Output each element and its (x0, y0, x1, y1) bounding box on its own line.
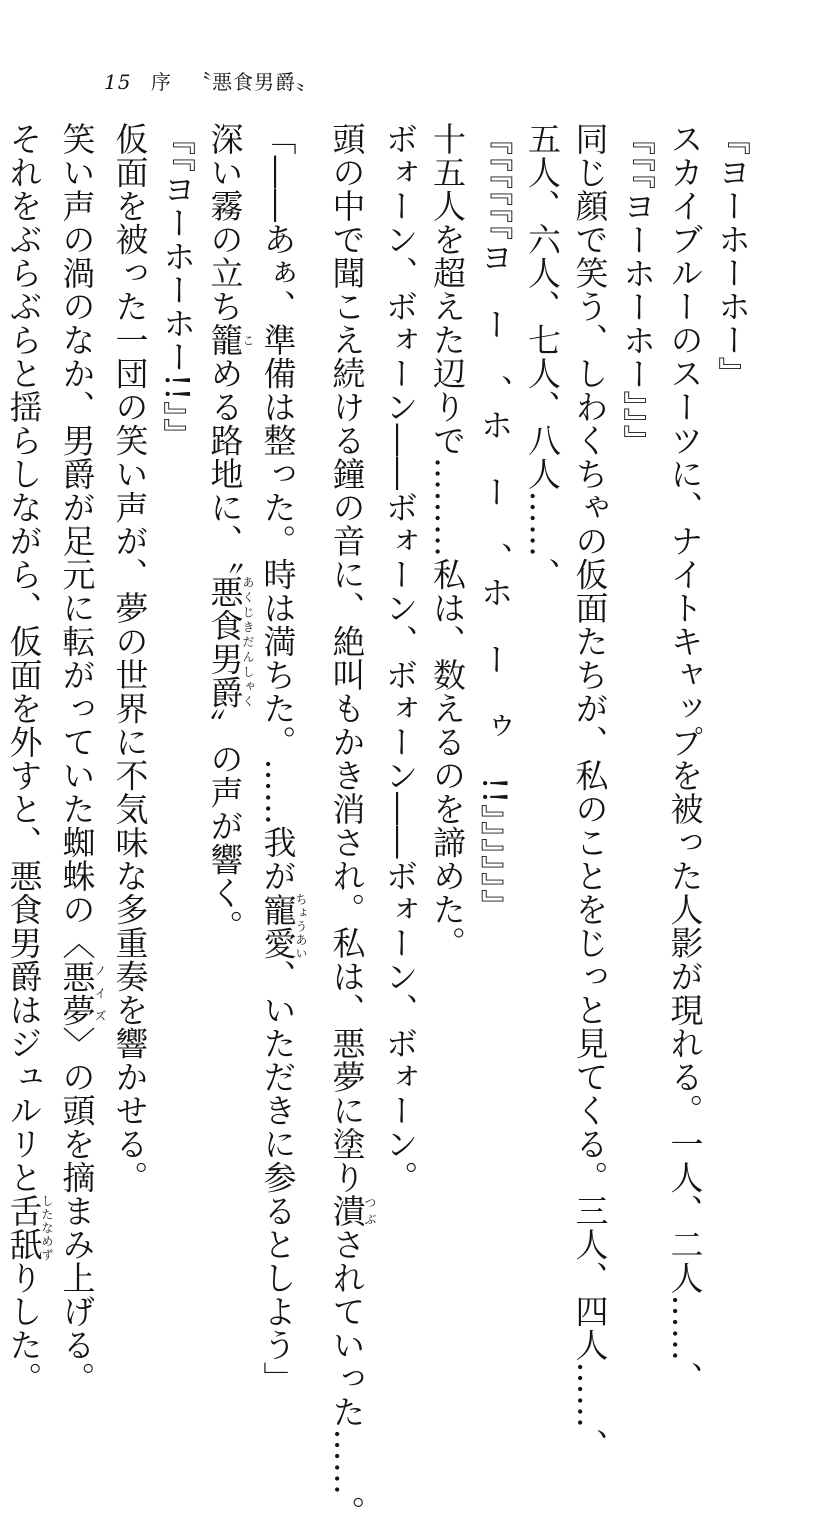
ruby-ko: 籠こ (205, 323, 255, 357)
text-line-15: それをぶらぶらと揺らしながら、仮面を外すと、悪食男爵はジュルリと舌舐したなめずりした。 (4, 122, 54, 1395)
text-line-1: 『ヨーホーホー』 (713, 122, 752, 390)
text-line-14: 笑い声の渦のなか、男爵が足元に転がっていた蜘蛛の〈悪夢ノイズ〉の頭を摘まみ上げる。 (57, 122, 107, 1395)
section-label: 序 (150, 70, 172, 94)
ruby-tsubu: 潰つぶ (327, 1194, 377, 1228)
furigana-shitaname: したなめず (40, 1194, 54, 1261)
ruby-chouai: 寵愛ちょうあい (258, 892, 308, 960)
running-header (104, 66, 317, 95)
scene-break (307, 122, 323, 1122)
chapter-title: 〝悪食男爵〟 (191, 70, 318, 94)
text-line-2: スカイブルーのスーツに、ナイトキャップを被った人影が現れる。一人、二人……、 (665, 122, 705, 1395)
page-number: 15 (104, 70, 132, 94)
text-line-5: 五人、六人、七人、八人……、 (523, 122, 562, 591)
text-line-12: 『『ヨーホーホー!!』』 (158, 122, 197, 452)
ruby-shitaname: 舌舐したなめず (4, 1194, 54, 1261)
text-line-8: ボォーン、ボォーン――ボォーン、ボォーン――ボォーン、ボォーン。 (380, 122, 420, 1194)
text-line-10: 「――あぁ、準備は整った。時は満ちた。……我が寵愛ちょうあい、いただきに参るとしよう」 (258, 122, 308, 1395)
furigana-tsubu: つぶ (363, 1194, 377, 1228)
text-line-9: 頭の中で聞こえ続ける鐘の音に、絶叫もかき消され。私は、悪夢に塗り潰つぶされていった……。 (327, 122, 377, 1529)
ruby-akujiki-danshaku: 悪食男爵あくじきだんしゃく (205, 574, 255, 709)
furigana-akujiki-danshaku: あくじきだんしゃく (241, 574, 255, 709)
vertical-body-text (4, 122, 756, 1529)
furigana-chouai: ちょうあい (294, 892, 308, 960)
text-line-3: 『『『ヨーホーホー』』』 (618, 122, 657, 458)
furigana-ko: こ (241, 323, 255, 357)
text-line-4: 同じ顔で笑う、しわくちゃの仮面たちが、私のことをじっと見てくる。三人、四人……、 (570, 122, 610, 1462)
text-line-13: 仮面を被った一団の笑い声が、夢の世界に不気味な多重奏を響かせる。 (110, 122, 150, 1194)
furigana-noizu: ノイズ (93, 959, 107, 1027)
ruby-noizu: 悪夢ノイズ (57, 959, 107, 1027)
text-line-7: 十五人を超えた辺りで………私は、数えるのを諦めた。 (428, 122, 467, 960)
text-line-6: 『『『『『『ヨ ー 、ホ ー 、ホ ー ゥ !!』』』』』』 (475, 122, 515, 923)
text-line-11: 深い霧の立ち籠こめる路地に、〝悪食男爵あくじきだんしゃく〟の声が響く。 (205, 122, 255, 943)
